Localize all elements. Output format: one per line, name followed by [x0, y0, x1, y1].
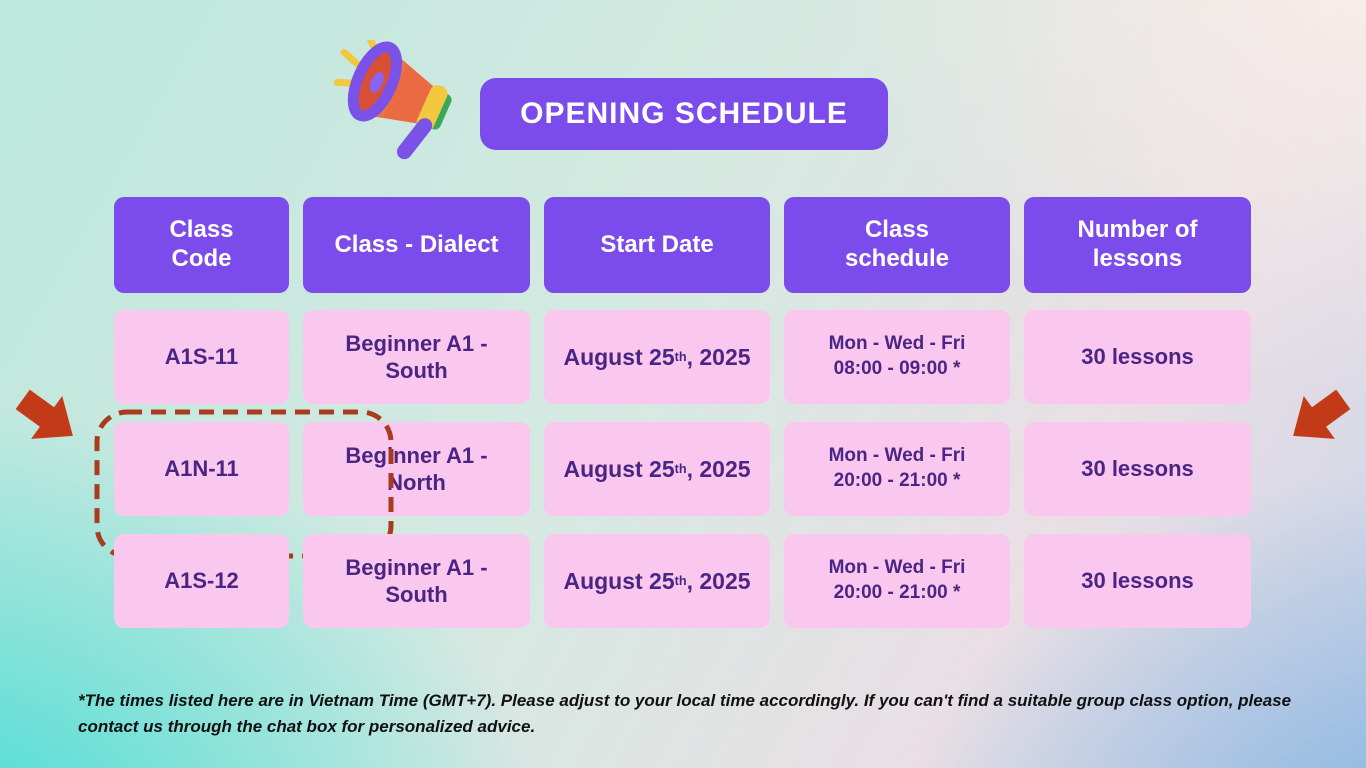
schedule-time: 20:00 - 21:00 *: [833, 582, 961, 603]
cell-class-dialect: Beginner A1 - North: [303, 422, 530, 516]
cell-class-schedule: [784, 534, 1010, 628]
cell-lessons: 30 lessons: [1024, 422, 1251, 516]
cell-start-date: August 25 th , 2025: [544, 422, 770, 516]
cell-class-code: A1N-11: [114, 422, 289, 516]
cell-lessons: 30 lessons: [1024, 310, 1251, 404]
footnote: *The times listed here are in Vietnam Time (GMT+7). Please adjust to your local time accordingly. If you can't find a suitable group class option, please contact us through the chat box for personalized advice.: [78, 691, 1292, 737]
left-red-arrow-icon: [5, 377, 91, 462]
header-class-schedule: Class schedule: [784, 197, 1010, 293]
header-number-of-lessons: Number of lessons: [1024, 197, 1251, 293]
start-date-text: August 25: [563, 567, 675, 594]
start-date-year: , 2025: [686, 567, 751, 594]
schedule-time: 20:00 - 21:00 *: [833, 470, 961, 491]
page-title: OPENING SCHEDULE: [520, 97, 848, 130]
schedule-time: 08:00 - 09:00 *: [833, 358, 961, 379]
header-class-code: Class Code: [114, 197, 289, 293]
start-date-text: August 25: [563, 343, 675, 370]
header-class-dialect: Class - Dialect: [303, 197, 530, 293]
schedule-days: Mon - Wed - Fri: [828, 557, 966, 579]
cell-start-date: August 25 th , 2025: [544, 534, 770, 628]
schedule-table: [114, 197, 1251, 646]
start-date-year: , 2025: [686, 343, 751, 370]
header-start-date: Start Date: [544, 197, 770, 293]
cell-class-schedule: [784, 310, 1010, 404]
cell-class-dialect: Beginner A1 - South: [303, 310, 530, 404]
title-banner: [480, 78, 888, 150]
cell-class-code: A1S-12: [114, 534, 289, 628]
schedule-days: Mon - Wed - Fri: [828, 445, 966, 467]
table-row: [114, 534, 1251, 628]
megaphone-icon: [333, 40, 465, 170]
schedule-days: Mon - Wed - Fri: [828, 333, 966, 355]
table-row: [114, 310, 1251, 404]
cell-class-code: A1S-11: [114, 310, 289, 404]
right-red-arrow-icon: [1275, 377, 1361, 462]
start-date-text: August 25: [563, 455, 675, 482]
cell-lessons: 30 lessons: [1024, 534, 1251, 628]
cell-start-date: August 25 th , 2025: [544, 310, 770, 404]
cell-class-schedule: [784, 422, 1010, 516]
table-header-row: [114, 197, 1251, 293]
table-row-highlighted: [114, 422, 1251, 516]
start-date-year: , 2025: [686, 455, 751, 482]
cell-class-dialect: Beginner A1 - South: [303, 534, 530, 628]
